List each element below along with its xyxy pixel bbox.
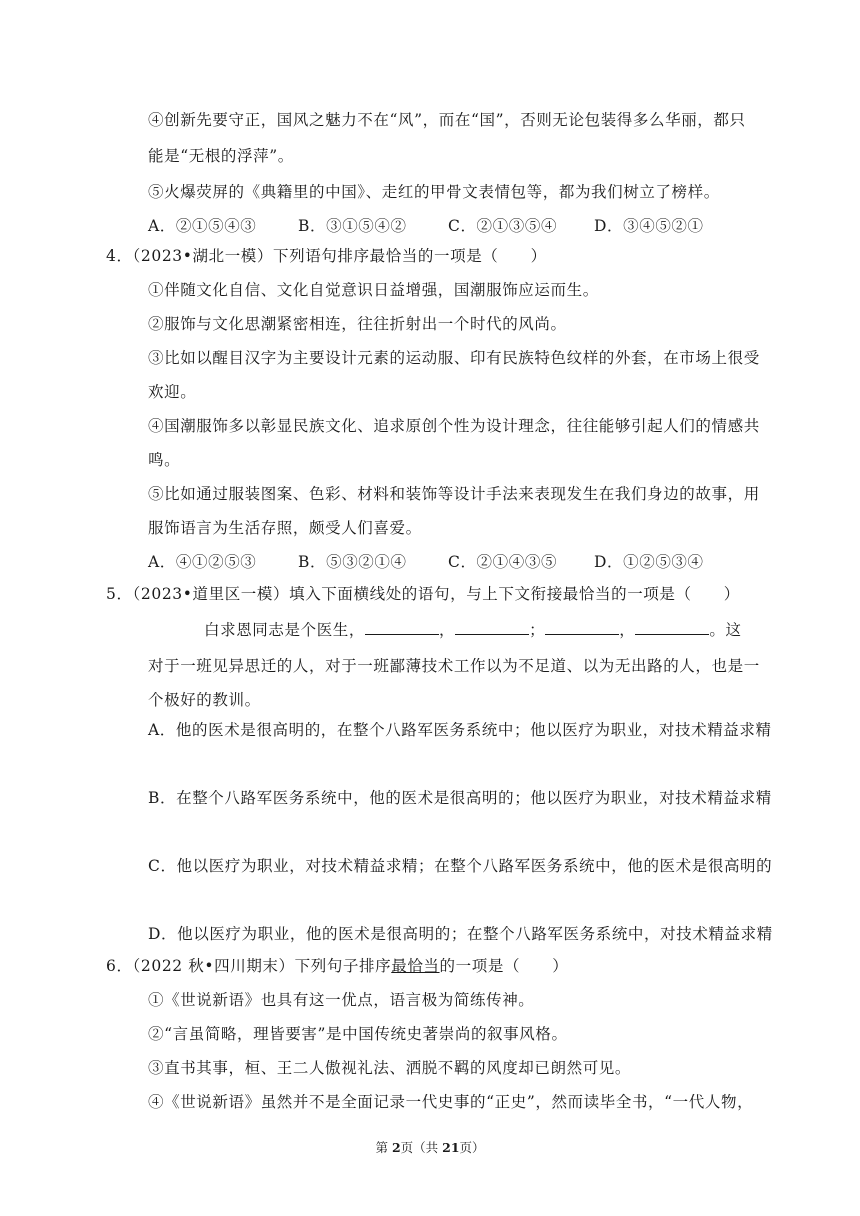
q5-separator-3: ，: [619, 621, 636, 639]
q4-item-3-line1: ③比如以醒目汉字为主要设计元素的运动服、印有民族特色纹样的外套，在市场上很受: [148, 349, 760, 367]
q6-stem: [106, 956, 568, 976]
footer-suffix: 页）: [459, 1140, 485, 1155]
q5-passage-start: 白求恩同志是个医生，: [204, 621, 366, 639]
q3-option-a: A．②①⑤④③: [148, 217, 257, 235]
q6-stem-prefix: 6．（2022 秋•四川期末）下列句子排序: [106, 957, 392, 975]
q5-option-b: B．在整个八路军医务系统中，他的医术是很高明的；他以医疗为职业，对技术精益求精: [148, 789, 772, 807]
q4-item-2: ②服饰与文化思潮紧密相连，往往折射出一个时代的风尚。: [148, 315, 567, 333]
q5-blank-2: [455, 620, 529, 635]
q5-option-a: A．他的医术是很高明的，在整个八路军医务系统中；他以医疗为职业，对技术精益求精: [148, 721, 772, 739]
q5-option-c: C．他以医疗为职业，对技术精益求精；在整个八路军医务系统中，他的医术是很高明的: [148, 857, 773, 875]
q6-item-3: ③直书其事，桓、王二人傲视礼法、洒脱不羁的风度却已朗然可见。: [148, 1059, 632, 1077]
q5-passage-line3: 个极好的教训。: [148, 691, 261, 709]
q5-stem: 5．（2023•道里区一模）填入下面横线处的语句，与上下文衔接最恰当的一项是（ ）: [106, 585, 740, 603]
q5-option-d: D．他以医疗为职业，他的医术是很高明的；在整个八路军医务系统中，对技术精益求精: [148, 925, 773, 943]
q6-item-2: ②“言虽简略，理皆要害”是中国传统史著崇尚的叙事风格。: [148, 1025, 568, 1043]
q5-separator-2: ；: [529, 621, 546, 639]
q4-item-3-line2: 欢迎。: [148, 383, 197, 401]
q4-item-4-line1: ④国潮服饰多以彰显民族文化、追求原创个性为设计理念，往往能够引起人们的情感共: [148, 417, 760, 435]
footer-middle: 页（共: [400, 1140, 443, 1155]
q4-option-b: B．⑤③②①④: [298, 553, 407, 571]
q6-item-4: ④《世说新语》虽然并不是全面记录一代史事的“正史”，然而读毕全书，“一代人物，: [148, 1093, 754, 1111]
q4-option-a: A．④①②⑤③: [148, 553, 257, 571]
q3-item-5: ⑤火爆荧屏的《典籍里的中国》、走红的甲骨文表情包等，都为我们树立了榜样。: [148, 183, 720, 201]
q5-separator-1: ，: [439, 621, 456, 639]
q3-item-4-line1: ④创新先要守正，国风之魅力不在“风”，而在“国”，否则无论包装得多么华丽，都只: [148, 111, 746, 129]
footer-total-pages: 21: [442, 1140, 460, 1155]
q4-option-c: C．②①④③⑤: [448, 553, 558, 571]
q4-option-d: D．①②⑤③④: [594, 553, 704, 571]
q5-passage-line2: 对于一班见异思迁的人，对于一班鄙薄技术工作以为不足道、以为无出路的人，也是一: [148, 657, 760, 675]
footer-prefix: 第: [375, 1140, 392, 1155]
footer-page-number: 2: [391, 1140, 401, 1155]
q4-item-5-line1: ⑤比如通过服装图案、色彩、材料和装饰等设计手法来表现发生在我们身边的故事，用: [148, 485, 760, 503]
q6-stem-suffix: 的一项是（ ）: [439, 957, 569, 975]
q3-options: [148, 216, 704, 236]
q5-passage-end: 。这: [709, 621, 742, 639]
q6-stem-emphasis: 最恰当: [391, 957, 440, 975]
q5-blank-4: [635, 620, 709, 635]
q4-item-1: ①伴随文化自信、文化自觉意识日益增强，国潮服饰应运而生。: [148, 281, 599, 299]
q4-item-5-line2: 服饰语言为生活存照，颇受人们喜爱。: [148, 519, 422, 537]
q4-stem: 4．（2023•湖北一模）下列语句排序最恰当的一项是（ ）: [106, 247, 547, 265]
q4-options: [148, 552, 704, 572]
q5-blank-1: [365, 620, 439, 635]
q4-item-4-line2: 鸣。: [148, 451, 181, 469]
q3-option-d: D．③④⑤②①: [594, 217, 704, 235]
q3-option-b: B．③①⑤④②: [298, 217, 407, 235]
q6-item-1: ①《世说新语》也具有这一优点，语言极为简练传神。: [148, 991, 535, 1009]
q5-blank-3: [545, 620, 619, 635]
q5-passage-line1: [204, 620, 742, 640]
q3-option-c: C．②①③⑤④: [448, 217, 558, 235]
page-footer: [0, 1140, 860, 1156]
q3-item-4-line2: 能是“无根的浮萍”。: [148, 147, 294, 165]
